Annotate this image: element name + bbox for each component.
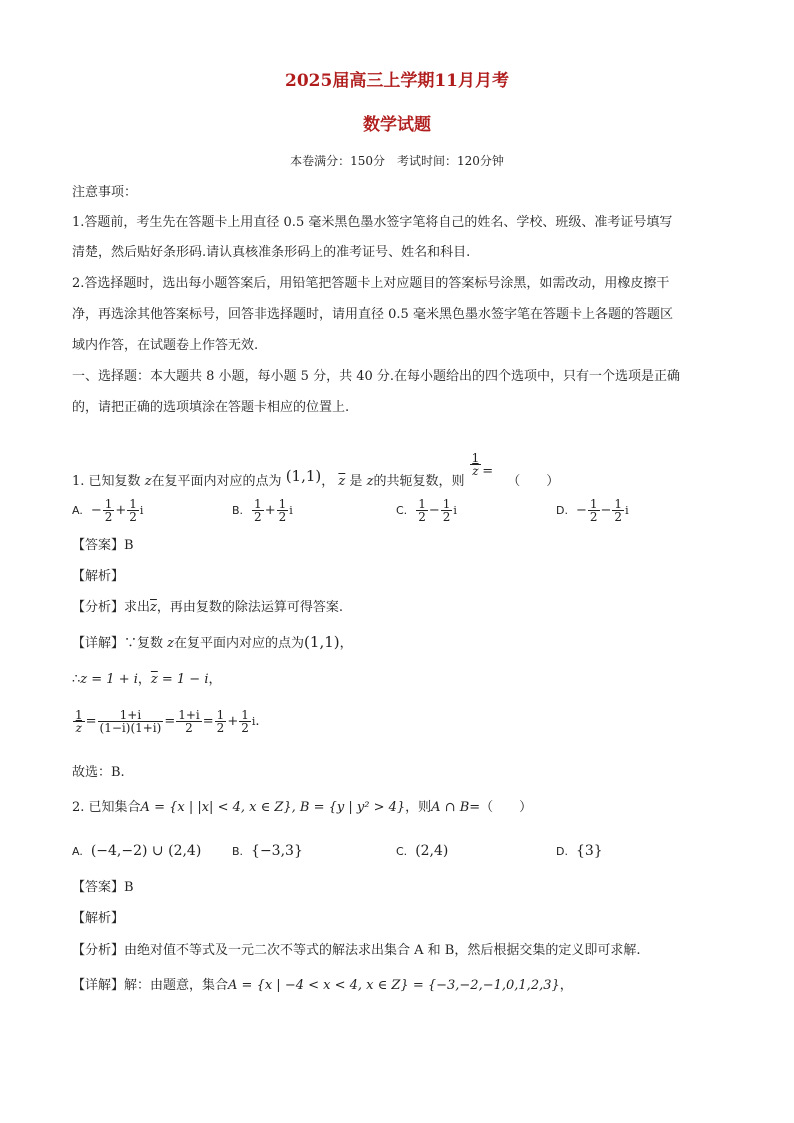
- q1-point: (1,1): [285, 467, 322, 485]
- q1-option-b: [232, 498, 293, 523]
- q1-derivation-1: [72, 671, 222, 689]
- calc-plus: +: [227, 714, 239, 729]
- frac-num: 1: [104, 497, 113, 511]
- q1-option-b-label: B.: [232, 504, 244, 517]
- q1-fenxi-zbar: $\overline{z}$: [150, 600, 157, 615]
- q1-detail-a: ∵复数: [124, 636, 164, 651]
- frac-num: 1: [442, 497, 451, 511]
- frac-den: 2: [216, 721, 225, 735]
- q1-option-c-i: i: [453, 504, 457, 517]
- q2-stem-b: ，则: [405, 800, 432, 815]
- calc-eq-2: =: [164, 714, 176, 729]
- q2-stem-c: =（ ）: [469, 800, 533, 815]
- frac-den: 2: [442, 510, 451, 524]
- frac-den: z: [75, 721, 82, 735]
- note-2-line-1: 2.答选择题时，选出每小题答案后，用铅笔把答题卡上对应题目的答案标号涂黑，如需改动，用橡皮擦干: [72, 276, 670, 291]
- q2-option-a: [72, 840, 201, 863]
- q2-detail: [72, 977, 573, 995]
- q1-option-d-i: i: [625, 504, 629, 517]
- q1-answer-tag: 【答案】: [72, 538, 125, 553]
- q2-option-a-label: A.: [72, 845, 83, 858]
- frac-num: 1+i: [98, 709, 164, 722]
- q1-detail-z: z: [167, 636, 175, 651]
- frac-den: 2: [129, 510, 137, 524]
- q1-fenxi-tag: 【分析】: [72, 600, 125, 615]
- q1-fenxi-b: ，再由复数的除法运算可得答案.: [156, 600, 344, 615]
- q1-fenxi: [72, 599, 343, 617]
- q1-option-c: [396, 498, 457, 523]
- q2-fenxi-text: 由绝对值不等式及一元二次不等式的解法求出集合 A 和 B，然后根据交集的定义即可求解.: [124, 943, 641, 958]
- q1-option-d-sign: −: [575, 503, 587, 518]
- frac-num: 1: [278, 497, 287, 511]
- q1-eq-zbar-rhs: = 1 − i: [157, 672, 209, 687]
- q1-var-z: z: [144, 474, 152, 489]
- calc-i: i: [251, 715, 256, 728]
- q1-therefore: ∴: [72, 672, 81, 687]
- frac-den: 2: [278, 510, 287, 524]
- q2-option-a-value: (−4,−2) ∪ (2,4): [90, 843, 202, 859]
- q1-detail-end: ，: [339, 636, 353, 651]
- q2-sets: A = {x | |x| < 4, x ∈ Z}, B = {y | y² > 4}: [140, 800, 406, 815]
- q2-option-d-label: D.: [556, 845, 568, 858]
- subject-title: 数学试题: [363, 115, 431, 135]
- q1-stem-b: 在复平面内对应的点为: [151, 474, 282, 489]
- q2-option-b-value: {−3,3}: [251, 843, 303, 859]
- frac-num: 1+i: [178, 708, 200, 722]
- q1-detail-tag: 【详解】: [72, 636, 125, 651]
- q2-option-d-value: {3}: [575, 843, 603, 859]
- q2-option-c-value: (2,4): [415, 843, 449, 859]
- q1-option-d: [556, 498, 629, 523]
- q2-detail-tag: 【详解】: [72, 978, 125, 993]
- q1-stem: [72, 452, 559, 493]
- q1-stem-a: 1. 已知复数: [72, 474, 141, 489]
- q2-option-c: [396, 840, 448, 863]
- q2-stem: [72, 799, 532, 817]
- frac-den: 2: [589, 510, 598, 524]
- q2-detail-end: ，: [559, 978, 573, 993]
- frac-num: 1: [241, 708, 249, 722]
- q1-eq-zbar: $\overline{z}$: [150, 672, 158, 687]
- note-2-line-3: 域内作答，在试题卷上作答无效.: [72, 338, 259, 353]
- q1-calc-frac4: [239, 709, 251, 734]
- q2-detail-set: A = {x | −4 < x < 4, x ∈ Z} = {−3,−2,−1,0,1,2,3}: [228, 978, 560, 993]
- q1-frac-num: 1: [471, 451, 480, 465]
- frac-num: 1: [254, 497, 262, 511]
- note-1-line-1: 1.答题前，考生先在答题卡上用直径 0.5 毫米黑色墨水签字笔将自己的姓名、学校、班级、准考证号填写: [72, 215, 673, 230]
- q1-calc-frac1: [98, 709, 164, 734]
- exam-meta: 本卷满分：150分 考试时间：120分钟: [290, 154, 504, 168]
- q2-option-b-label: B.: [232, 845, 244, 858]
- frac-den: 2: [254, 510, 262, 524]
- notes-heading: 注意事项：: [72, 185, 138, 200]
- q1-stem-c: 是: [349, 474, 363, 489]
- q2-expr: A ∩ B: [431, 800, 470, 815]
- q2-fenxi-tag: 【分析】: [72, 943, 125, 958]
- q1-calc-frac2: [176, 709, 202, 734]
- q1-option-c-frac1: [416, 498, 428, 523]
- section-1-line-2: 的，请把正确的选项填涂在答题卡相应的位置上.: [72, 400, 350, 415]
- frac-den: 2: [241, 721, 249, 735]
- q1-detail-b: 在复平面内对应的点为: [174, 636, 305, 651]
- q2-option-b: [232, 840, 303, 863]
- note-2-line-2: 净，再选涂其他答案标号，回答非选择题时，请用直径 0.5 毫米黑色墨水签字笔在答题卡上各题的答题区: [72, 307, 673, 322]
- frac-num: 1: [418, 497, 426, 511]
- q1-stem-d: 的共轭复数，则: [373, 474, 465, 489]
- q1-choose: 故选：B.: [72, 765, 125, 780]
- q1-eq-sep: ，: [137, 672, 151, 687]
- q1-frac-den: z: [472, 464, 479, 478]
- frac-num: 1: [129, 497, 137, 511]
- q1-var-z-2: z: [366, 474, 374, 489]
- q1-option-d-frac2: [612, 498, 624, 523]
- q1-eq-end: ，: [208, 672, 222, 687]
- section-1-line-1: 一、选择题：本大题共 8 小题，每小题 5 分，共 40 分.在每小题给出的四个选项中，只有一个选项是正确: [72, 369, 681, 384]
- q1-analysis-tag: 【解析】: [72, 569, 125, 584]
- q1-answer-value: B: [124, 538, 134, 553]
- q1-option-b-frac1: [252, 498, 264, 523]
- frac-den: 2: [104, 510, 113, 524]
- q1-paren: （ ）: [507, 474, 560, 489]
- frac-num: 1: [614, 497, 623, 511]
- q1-answer: [72, 537, 134, 555]
- calc-eq-3: =: [202, 714, 214, 729]
- q1-option-a-label: A.: [72, 504, 83, 517]
- q2-stem-a: 2. 已知集合: [72, 800, 141, 815]
- q1-calc-frac3: [215, 709, 227, 734]
- calc-eq-1: =: [85, 714, 97, 729]
- q2-fenxi: [72, 942, 641, 960]
- q1-derivation-2: [72, 706, 260, 738]
- q1-option-d-frac1: [588, 498, 600, 523]
- q1-detail-point: (1,1): [304, 633, 340, 651]
- exam-title: 2025届高三上学期11月月考: [285, 71, 509, 91]
- frac-den: 2: [185, 721, 193, 735]
- q2-detail-text: 解：由题意，集合: [124, 978, 229, 993]
- frac-num: 1: [216, 708, 225, 722]
- q1-option-c-label: C.: [396, 504, 408, 517]
- q1-fraction: [470, 452, 482, 477]
- q1-eq: =: [482, 464, 494, 479]
- q1-option-d-label: D.: [556, 504, 568, 517]
- q1-option-c-frac2: [441, 498, 453, 523]
- q1-option-a-sign: −: [90, 503, 102, 518]
- q1-comma: ，: [321, 474, 335, 489]
- q1-option-a-i: i: [139, 504, 144, 517]
- q2-answer-tag: 【答案】: [72, 880, 125, 895]
- frac-num: 1: [589, 497, 598, 511]
- q1-option-c-op: −: [428, 503, 440, 518]
- q1-zbar: $\overline{z}$: [338, 474, 346, 489]
- q1-calc-frac0: [73, 709, 85, 734]
- q1-option-a-frac1: [103, 498, 115, 523]
- frac-num: 1: [75, 708, 83, 722]
- q1-detail: [72, 633, 353, 653]
- q1-eq-z: z = 1 + i: [80, 672, 138, 687]
- q1-option-a-op: +: [115, 503, 127, 518]
- calc-tail: .: [255, 714, 260, 729]
- q2-answer-value: B: [124, 880, 134, 895]
- frac-den: (1−i)(1+i): [99, 721, 162, 735]
- frac-den: 2: [418, 510, 426, 524]
- frac-den: 2: [614, 510, 623, 524]
- note-1-line-2: 清楚，然后贴好条形码.请认真核准条形码上的准考证号、姓名和科目.: [72, 245, 471, 260]
- q2-analysis-tag: 【解析】: [72, 911, 125, 926]
- q1-option-b-op: +: [264, 503, 276, 518]
- q1-option-b-frac2: [277, 498, 289, 523]
- q1-option-d-op: −: [600, 503, 612, 518]
- q2-option-d: [556, 840, 603, 863]
- q1-option-a: [72, 498, 143, 523]
- q1-option-b-i: i: [289, 504, 293, 517]
- q1-option-a-frac2: [127, 498, 139, 523]
- q2-answer: [72, 879, 134, 897]
- q1-fenxi-a: 求出: [124, 600, 151, 615]
- q2-option-c-label: C.: [396, 845, 408, 858]
